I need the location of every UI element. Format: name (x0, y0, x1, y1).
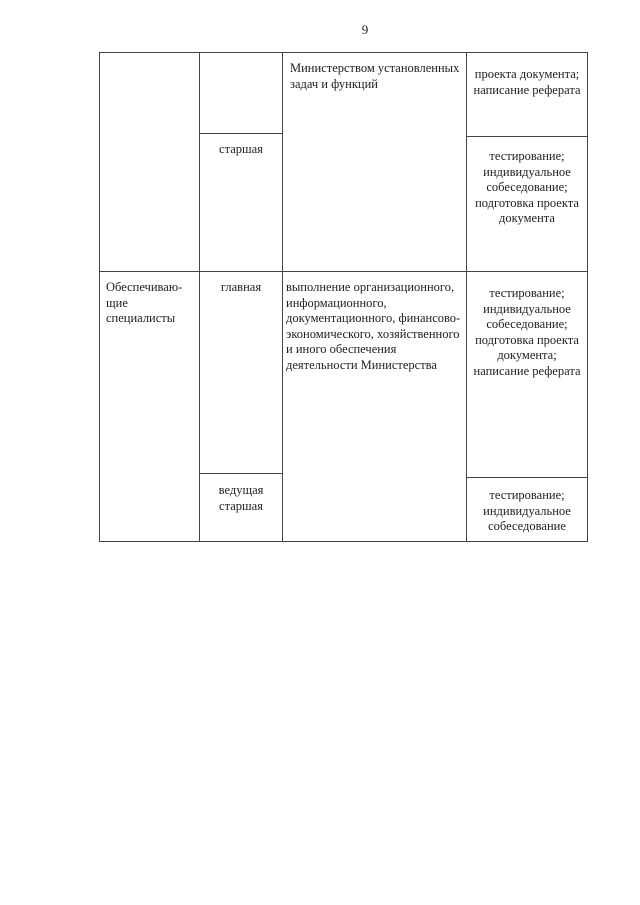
row1-method-cell-2: тестирование; индивидуальное собеседование; подготовка проекта документа (475, 149, 579, 225)
row2-method-divider (467, 477, 587, 478)
row2-duties-cell: выполнение организационного, информационного, документационного, финансово-экономического, хозяйственного и иного обеспечения деятельности Министерства (286, 280, 461, 372)
column-divider (199, 53, 200, 542)
row2-level-cell-1: главная (220, 280, 262, 294)
row1-method-cell-1: проекта документа; написание реферата (473, 67, 581, 97)
column-divider (282, 53, 283, 542)
requirements-table (99, 52, 588, 542)
table-bottom-border (100, 541, 587, 542)
row1-level-cell-2: старшая (219, 142, 263, 156)
row-divider (100, 271, 587, 272)
row2-method-cell-2: тестирование; индивидуальное собеседование (483, 488, 571, 533)
row2-method-cell-1: тестирование; индивидуальное собеседование; подготовка проекта документа; написание реферата (473, 286, 581, 378)
column-divider (466, 53, 467, 542)
row2-category-cell: Обеспечиваю-щие специалисты (106, 280, 183, 325)
row1-duties-cell: Министерством установленных задач и функций (290, 61, 460, 91)
row1-method-divider (467, 136, 587, 137)
row2-level-cell-2: ведущая старшая (218, 483, 264, 513)
page-number: 9 (361, 22, 369, 37)
row1-sub-divider (200, 133, 283, 134)
row2-sub-divider (200, 473, 283, 474)
